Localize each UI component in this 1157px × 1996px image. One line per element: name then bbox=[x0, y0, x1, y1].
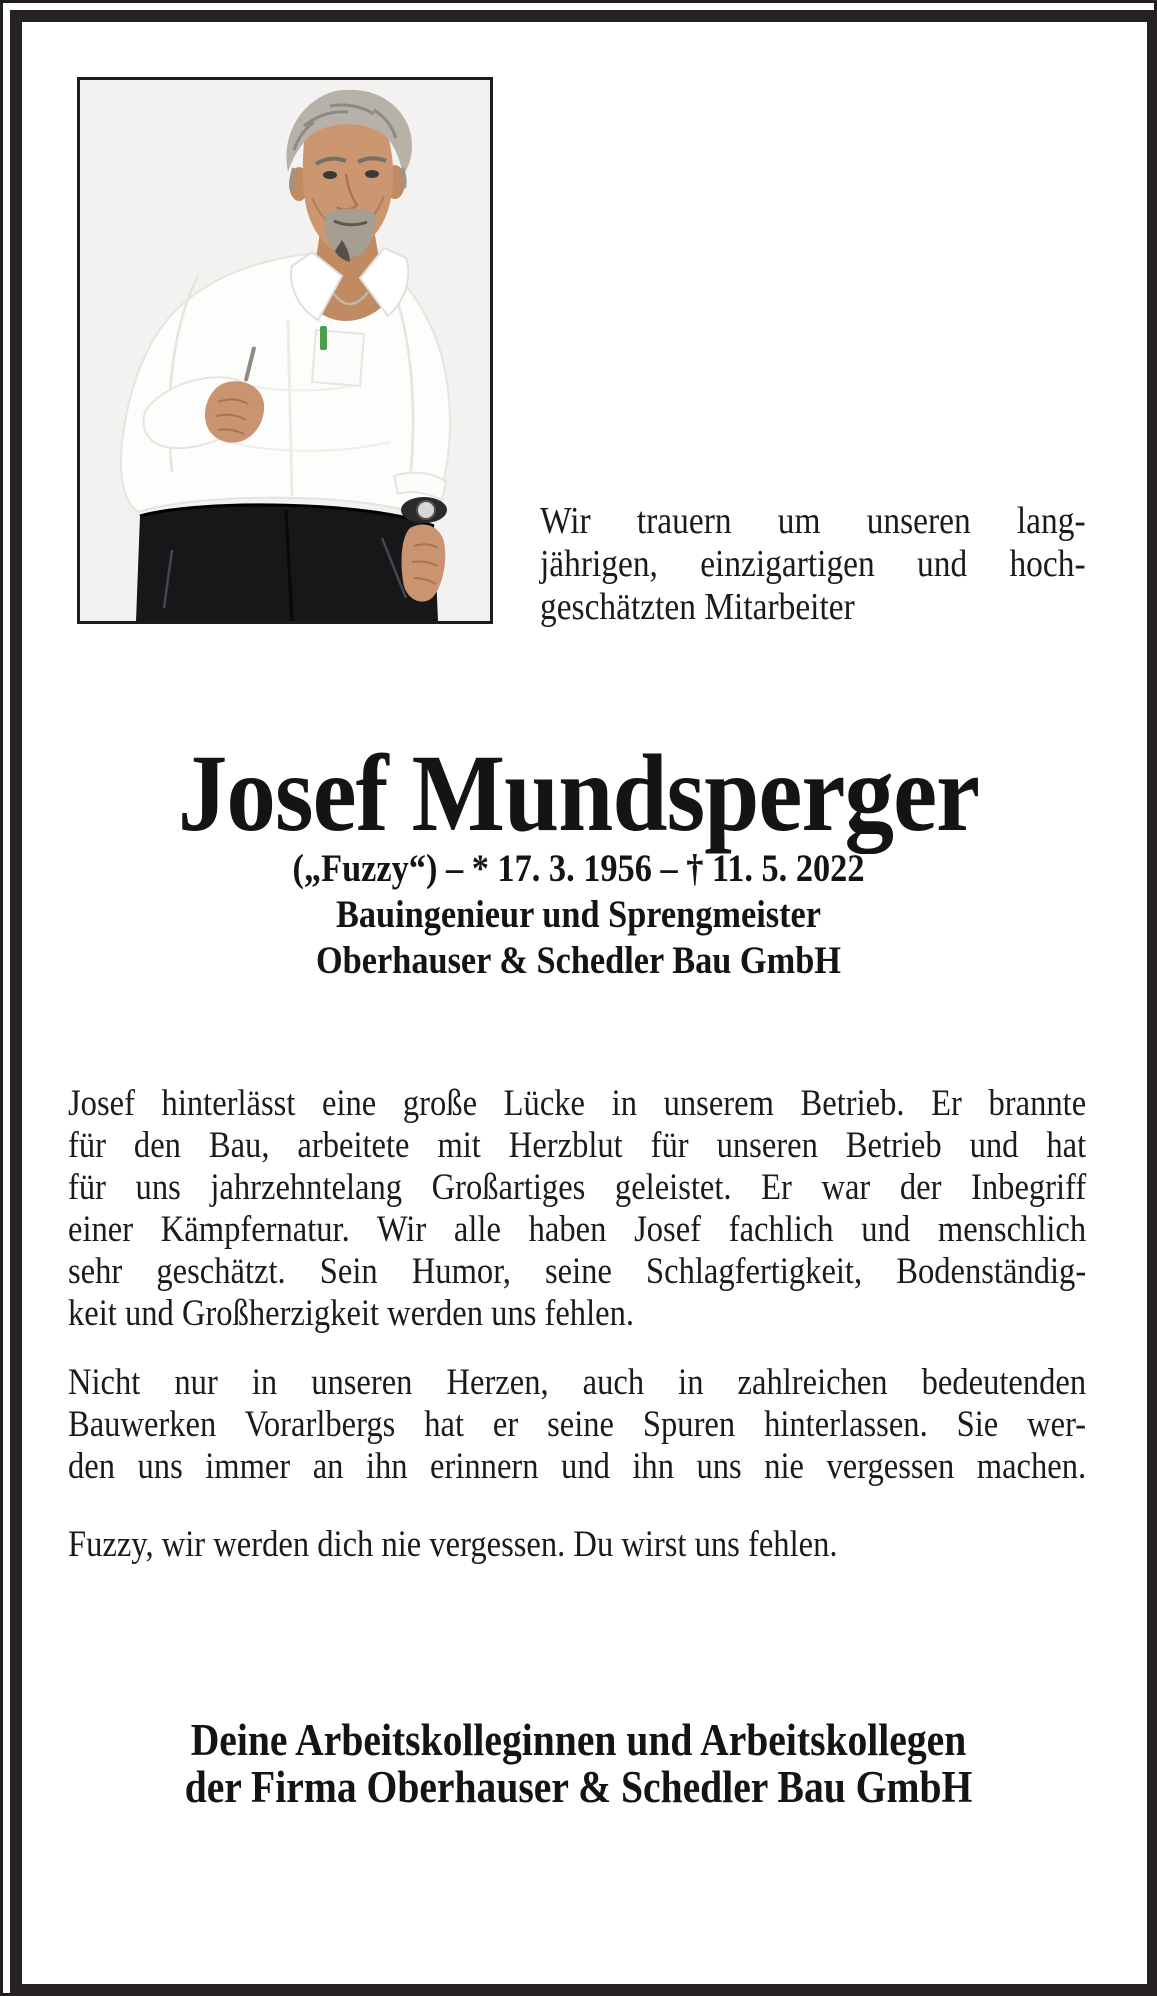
body-line: Josef hinterlässt eine große Lücke in unserem Betrieb. Er brannte bbox=[68, 1083, 1087, 1124]
deceased-name-block bbox=[22, 732, 1135, 854]
man-trousers bbox=[136, 505, 438, 621]
portrait-photo bbox=[77, 77, 493, 624]
body-line: sehr geschätzt. Sein Humor, seine Schlagfertigkeit, Bodenständig- bbox=[68, 1251, 1087, 1292]
intro-line: jährigen, einzigartigen und hoch- bbox=[540, 543, 1086, 585]
body-line: für uns jahrzehntelang Großartiges geleistet. Er war der Inbegriff bbox=[68, 1167, 1087, 1208]
signature-line: Deine Arbeitskolleginnen und Arbeitskollegen bbox=[190, 1715, 967, 1765]
deceased-name: Josef Mundsperger bbox=[177, 732, 980, 854]
shirt-pocket bbox=[312, 330, 364, 386]
body-line: den uns immer an ihn erinnern und ihn uns nie vergessen machen. bbox=[68, 1446, 1087, 1487]
farewell-line: Fuzzy, wir werden dich nie vergessen. Du wirst uns fehlen. bbox=[68, 1524, 838, 1565]
body-paragraph-1 bbox=[68, 1083, 1086, 1335]
intro-paragraph bbox=[540, 500, 1086, 629]
left-eye bbox=[323, 171, 337, 179]
body-line: Bauwerken Vorarlbergs hat er seine Spuren hinterlassen. Sie wer- bbox=[68, 1404, 1087, 1445]
subtitle-block bbox=[22, 846, 1135, 984]
company: Oberhauser & Schedler Bau GmbH bbox=[315, 939, 842, 982]
green-pen-clip bbox=[320, 326, 327, 350]
body-line: keit und Großherzigkeit werden uns fehlen. bbox=[68, 1293, 635, 1334]
signature-line: der Firma Oberhauser & Schedler Bau GmbH bbox=[184, 1762, 973, 1812]
body-paragraph-2 bbox=[68, 1362, 1086, 1488]
life-dates: („Fuzzy“) – * 17. 3. 1956 – † 11. 5. 2022 bbox=[292, 847, 865, 890]
body-line: für den Bau, arbeitete mit Herzblut für unseren Betrieb und hat bbox=[68, 1125, 1087, 1166]
farewell-paragraph bbox=[68, 1524, 1086, 1566]
portrait-illustration bbox=[80, 80, 490, 621]
intro-line: geschätzten Mitarbeiter bbox=[540, 586, 855, 628]
body-line: einer Kämpfernatur. Wir alle haben Josef fachlich und menschlich bbox=[68, 1209, 1087, 1250]
profession: Bauingenieur und Sprengmeister bbox=[335, 893, 822, 936]
intro-line: Wir trauern um unseren lang- bbox=[540, 500, 1086, 542]
signature-block bbox=[22, 1717, 1135, 1811]
right-eye bbox=[365, 170, 379, 178]
body-line: Nicht nur in unseren Herzen, auch in zahlreichen bedeutenden bbox=[68, 1362, 1087, 1403]
